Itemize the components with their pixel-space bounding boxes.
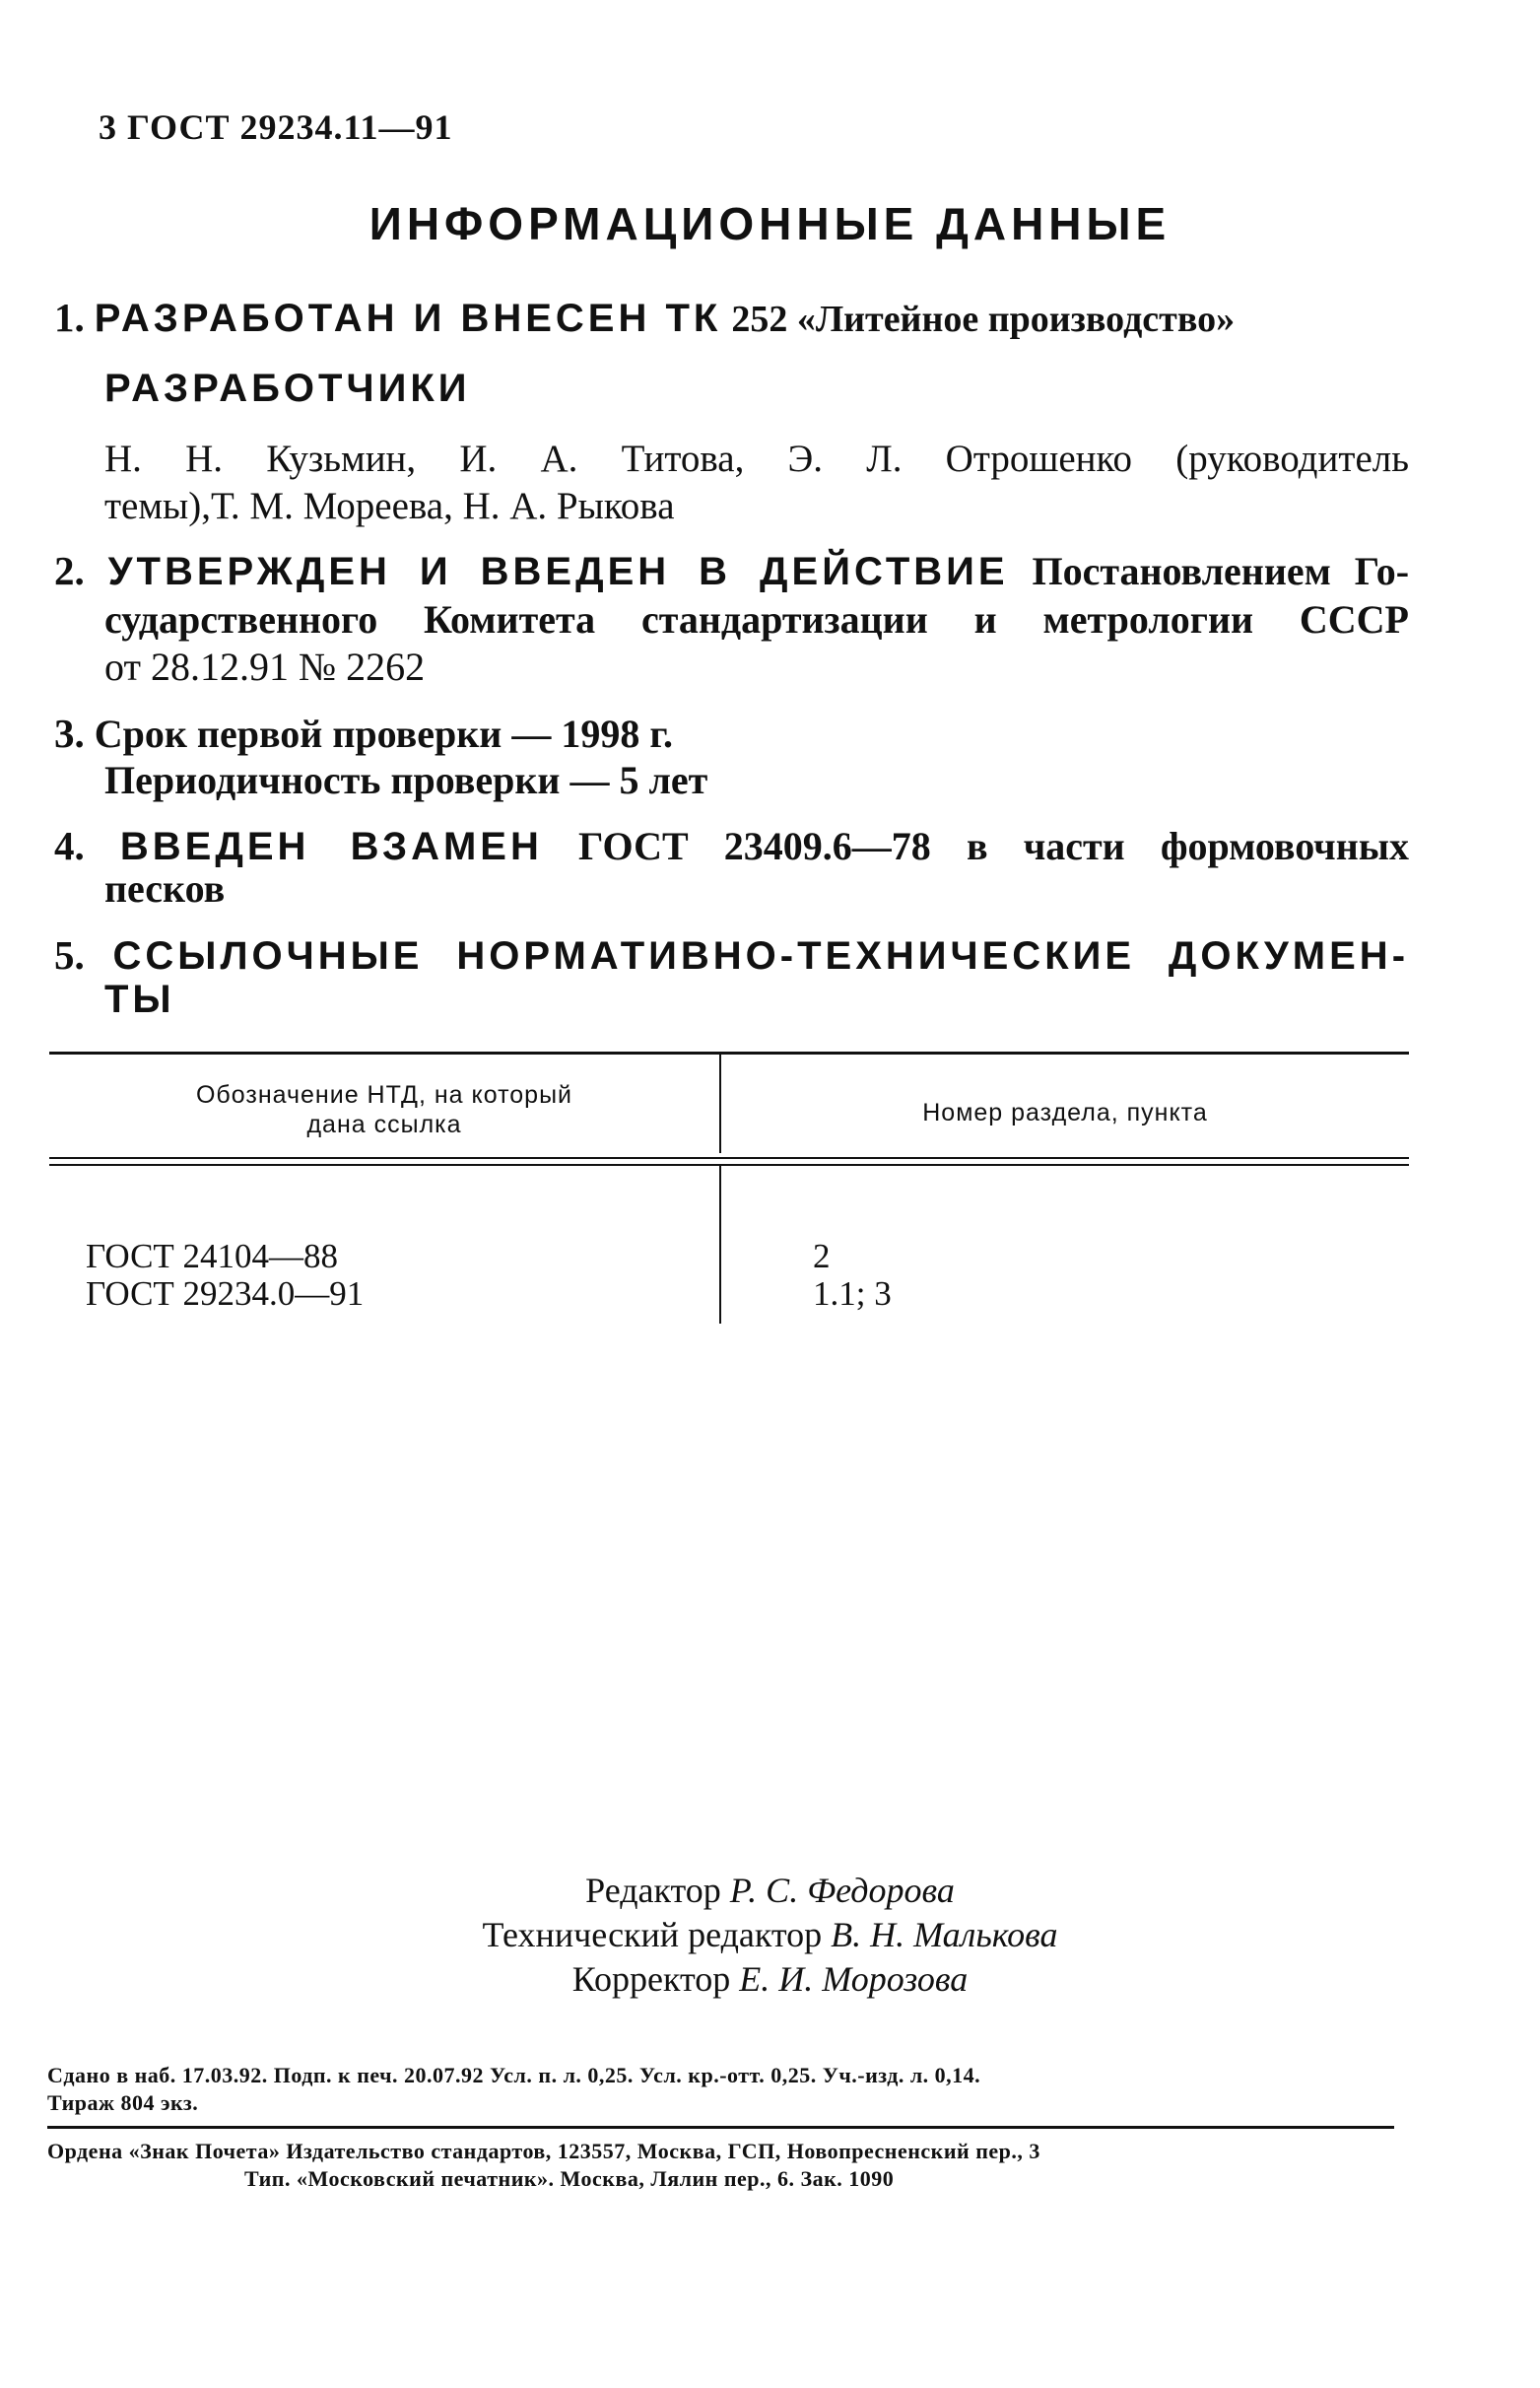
table-top-rule [49,1052,1409,1055]
developers-line-1: Н. Н. Кузьмин, И. А. Титова, Э. Л. Отрошенко (руководитель [104,438,1409,480]
item-5-line-2: ТЫ [104,978,175,1021]
credits-editor [0,1868,1540,1913]
imprint-line-2: Тираж 804 экз. [47,2090,199,2115]
item-3-line-1: Срок первой проверки — 1998 г. [94,712,673,756]
credits-tech-editor [0,1912,1540,1957]
editor-label: Редактор [585,1871,721,1910]
corrector-label: Корректор [571,1959,731,1999]
item-4-number: 4. [54,823,85,868]
item-2-line-1 [54,547,1409,595]
tech-editor-name: В. Н. Малькова [831,1915,1058,1954]
page-header: 3 ГОСТ 29234.11—91 [99,107,453,147]
table-double-rule-2 [49,1164,1409,1166]
table-cell-ref: 1.1; 3 [813,1274,892,1313]
item-4-line-1-rest: ГОСТ 23409.6—78 в части формовочных [578,824,1410,868]
item-5-line-1-text: ССЫЛОЧНЫЕ НОРМАТИВНО-ТЕХНИЧЕСКИЕ ДОКУМЕН- [112,934,1410,978]
page-title: ИНФОРМАЦИОННЫЕ ДАННЫЕ [368,198,1172,249]
table-double-rule-1 [49,1157,1409,1159]
developers-list [104,436,1409,530]
table-row [778,1238,892,1350]
item-5-number: 5. [54,932,85,978]
table-header-doc-line-1: Обозначение НТД, на который [195,1081,573,1109]
imprint-line-3: Ордена «Знак Почета» Издательство стандартов, 123557, Москва, ГСП, Новопресненский пер., 3 [47,2139,1040,2163]
item-2-cont [104,596,1409,691]
item-1-rest: 252 «Литейное производство» [731,299,1236,340]
imprint-rule [47,2126,1394,2129]
item-2-number: 2. [54,548,85,593]
table-header-doc [49,1080,719,1139]
item-1-caps: РАЗРАБОТАН И ВНЕСЕН ТК [94,297,722,340]
item-4-caps: ВВЕДЕН ВЗАМЕН [119,825,543,868]
item-4-line-1 [54,822,1409,870]
item-2-caps: УТВЕРЖДЕН И ВВЕДЕН В ДЕЙСТВИЕ [107,550,1009,593]
tech-editor-label: Технический редактор [482,1915,823,1954]
item-2-line-3: от 28.12.91 № 2262 [104,645,426,689]
table-cell-doc: ГОСТ 24104—88 [86,1237,339,1275]
item-1-number: 1. [54,295,85,340]
item-2-line-1-rest: Постановлением Го- [1032,549,1410,593]
editor-name: Р. С. Федорова [729,1871,955,1910]
table-row [51,1238,364,1350]
item-3-number: 3. [54,711,85,756]
credits-corrector [0,1956,1540,2002]
item-5-line-1 [54,931,1409,980]
item-3-line-2: Периодичность проверки — 5 лет [104,758,708,802]
imprint-line-4: Тип. «Московский печатник». Москва, Лялин пер., 6. Зак. 1090 [244,2166,895,2191]
developers-heading: РАЗРАБОТЧИКИ [104,367,471,410]
item-4 [54,822,1409,870]
item-2 [54,547,1409,595]
item-3 [54,710,1409,758]
item-1 [54,294,1409,343]
imprint-line-1: Сдано в наб. 17.03.92. Подп. к печ. 20.07.92 Усл. п. л. 0,25. Усл. кр.-отт. 0,25. Уч.-изд. л. 0,14. [47,2063,981,2087]
table-header-doc-line-2: дана ссылка [306,1111,462,1138]
table-body-divider [719,1166,721,1324]
item-2-line-2: сударственного Комитета стандартизации и метрологии СССР [104,597,1409,642]
corrector-name: Е. И. Морозова [739,1959,969,1999]
table-header-section: Номер раздела, пункта [922,1099,1208,1126]
item-4-line-2: песков [104,866,226,911]
table-cell-ref: 2 [813,1237,831,1275]
item-5 [54,931,1409,980]
developers-line-2: темы),Т. М. Мореева, Н. А. Рыкова [104,485,675,527]
table-cell-doc: ГОСТ 29234.0—91 [86,1274,365,1313]
